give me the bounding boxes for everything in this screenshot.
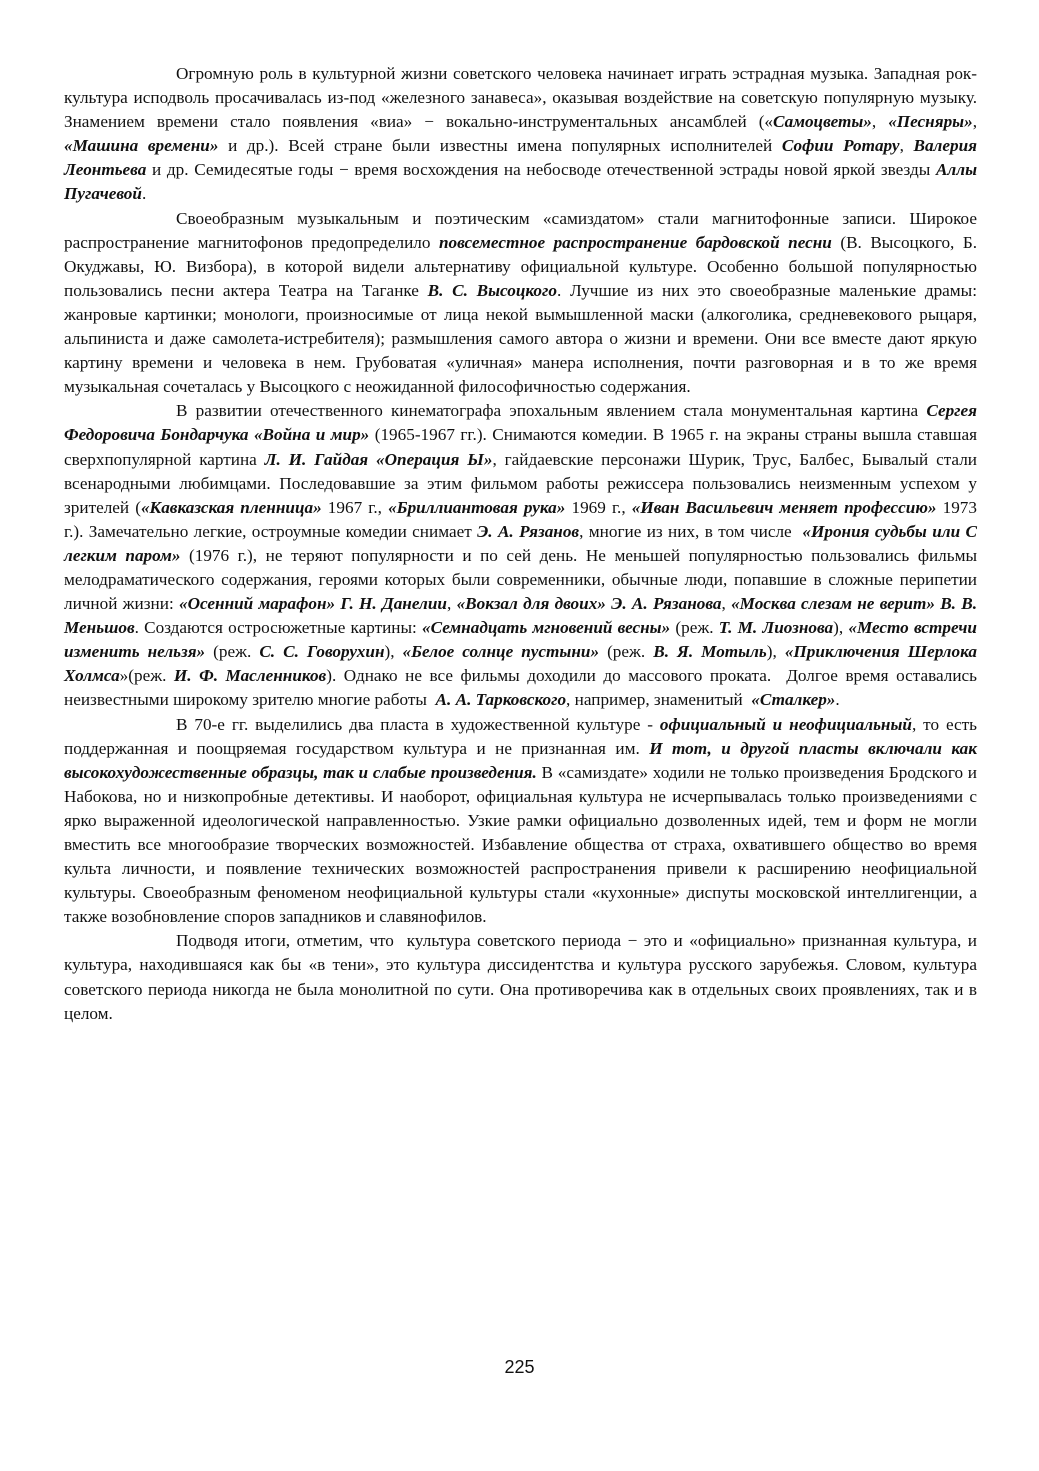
emphasis-text: «Песняры» — [888, 112, 973, 132]
paragraph-official-unofficial-culture — [64, 713, 982, 930]
emphasis-text: Софии Ротару — [781, 136, 900, 156]
paragraph-text: (В. Высоцкого, Б. Окуджавы, Ю. Визбора), в которой видели альтернативу официальной культуре. Особенно большой популярностью пользовались песни актера Театра на Таганке — [64, 232, 982, 300]
paragraph-text: »(реж. — [119, 666, 174, 686]
paragraph-text: . — [835, 690, 840, 710]
emphasis-text: «Белое солнце пустыни» — [402, 642, 600, 662]
emphasis-text: В. С. Высоцкого — [427, 280, 557, 300]
emphasis-text: Валерия Леонтьева — [64, 136, 982, 180]
paragraph-text: , — [721, 594, 732, 614]
paragraph-text: ), — [384, 642, 403, 662]
paragraph-text: (1976 г.), не теряют популярности и по сей день. Не меньшей популярностью пользовались фильмы мелодраматического содержания, героями которых были современники, обычные люди, попавшие в сложные перипетии личной жизни: — [64, 545, 982, 614]
emphasis-text: повсеместное распространение бардовской песни — [438, 232, 832, 252]
paragraph-text: , например, знаменитый — [566, 690, 752, 710]
emphasis-text: «Приключения Шерлока Холмса — [64, 642, 982, 686]
paragraph-text: В 70-е гг. выделились два пласта в художественной культуре - — [176, 714, 660, 734]
paragraph-text: , гайдаевские персонажи Шурик, Трус, Балбес, Бывалый стали всенародными любимцами. Последовавшие за этим фильмом работы режиссера пользовались неизменным успехом у зрителей ( — [64, 449, 982, 517]
paragraph-text: , — [972, 112, 982, 132]
paragraph-text: . — [141, 184, 147, 204]
paragraph-text: (реж. — [205, 642, 260, 662]
paragraph-text: Огромную роль в культурной жизни советского человека начинает играть эстрадная музыка. Западная рок-культура исподволь просачивалась из-под «железного занавеса», оказывая воздействие на советскую популярную музыку. Знамением времени стало появления «виа» − вокально-инструментальных ансамблей (« — [64, 64, 982, 132]
paragraph-text: . Лучшие из них это своеобразные маленькие драмы: жанровые картинки; монологи, произносимые от лица некой вымышленной маски (алкоголика, средневекового рыцаря, альпиниста и даже самолета-истребителя); размышления самого автора о жизни и времени. Они все вместе дают яркую картину времени и человека в нем. Грубоватая «уличная» манера исполнения, почти разговорная и в то же время музыкальная сочеталась у Высоцкого с неожиданной философичностью содержания. — [64, 280, 982, 397]
emphasis-text: Сергея Федоровича Бондарчука «Война и мир» — [64, 401, 982, 445]
paragraph-text: , многие из них, в том числе — [579, 521, 803, 541]
paragraph-text: 1969 г., — [565, 497, 632, 517]
emphasis-text: С. С. Говорухин — [259, 642, 385, 662]
emphasis-text: И тот, и другой пласты включали как высокохудожественные образцы, так и слабые произведения. — [64, 738, 982, 782]
paragraph-text: 1973 г.). Замечательно легкие, остроумные комедии снимает — [64, 497, 982, 541]
emphasis-text: А. А. Тарковского — [435, 690, 567, 710]
emphasis-text: «Ирония судьбы или С легким паром» — [64, 521, 982, 565]
paragraph-estrada-music — [64, 62, 982, 207]
paragraph-text: (реж. — [670, 618, 719, 638]
paragraph-text: , — [447, 594, 457, 614]
paragraph-text: В «самиздате» ходили не только произведения Бродского и Набокова, но и низкопробные детективы. И наоборот, официальная культура не исчерпывалась только произведениями с ярко выраженной идеологической направленностью. Узкие рамки официально дозволенных идей, тем и форм не могли вместить все многообразие творческих возможностей. Избавление общества от страха, охватившего общество во время культа личности, и появление технических возможностей распространения привели к расширению неофициальной культуры. Своеобразным феноменом неофициальной культуры стали «кухонные» диспуты московской интеллигенции, а также возобновление споров западников и славянофилов. — [64, 762, 982, 927]
paragraph-text: 1967 г., — [321, 497, 389, 517]
emphasis-text: «Машина времени» — [64, 136, 219, 156]
paragraph-text: В развитии отечественного кинематографа эпохальным явлением стала монументальная картина — [176, 401, 927, 421]
paragraph-text: Своеобразным музыкальным и поэтическим «самиздатом» стали магнитофонные записи. Широкое распространение магнитофонов предопределило — [64, 208, 982, 252]
emphasis-text: Аллы Пугачевой — [64, 160, 982, 204]
emphasis-text: Самоцветы» — [773, 112, 872, 132]
emphasis-text: «Иван Васильевич меняет профессию» — [631, 497, 937, 517]
paragraph-text: Подводя итоги, отметим, что культура советского периода − это и «официально» признанная культура, и культура, находившаяся как бы «в тени», это культура диссидентства и культура русского зарубежья. Словом, культура советского периода никогда не была монолитной по сути. Она противоречива как в отдельных своих проявлениях, так и в целом. — [64, 931, 982, 1023]
emphasis-text: «Москва слезам не верит» В. В. Меньшов — [64, 594, 982, 638]
emphasis-text: Т. М. Лиознова — [718, 618, 834, 638]
emphasis-text: «Место встречи изменить нельзя» — [64, 618, 982, 662]
paragraph-text: (реж. — [599, 642, 654, 662]
paragraph-text: . Создаются остросюжетные картины: — [134, 618, 423, 638]
emphasis-text: «Бриллиантовая рука» — [388, 497, 566, 517]
emphasis-text: Л. И. Гайдая «Операция Ы» — [264, 449, 493, 469]
paragraph-text: и др.). Всей стране были известны имена популярных исполнителей — [218, 136, 782, 156]
emphasis-text: «Сталкер» — [751, 690, 836, 710]
page-number: 225 — [504, 1357, 535, 1377]
page-body — [64, 62, 982, 1026]
paragraph-text: и др. Семидесятые годы − время восхождения на небосводе отечественной эстрады новой яркой звезды — [146, 160, 936, 180]
paragraph-text: (1965-1967 гг.). Снимаются комедии. В 1965 г. на экраны страны вышла ставшая сверхпопулярной картина — [64, 425, 982, 469]
paragraph-text: , — [899, 136, 914, 156]
paragraph-text: , то есть поддержанная и поощряемая государством культура и не признанная им. — [64, 714, 982, 758]
paragraph-conclusion — [64, 929, 982, 1025]
emphasis-text: И. Ф. Масленников — [173, 666, 327, 686]
emphasis-text: «Вокзал для двоих» Э. А. Рязанова — [456, 594, 722, 614]
paragraph-cinema — [64, 399, 982, 712]
paragraph-text: , — [871, 112, 889, 132]
emphasis-text: «Семнадцать мгновений весны» — [422, 618, 671, 638]
paragraph-text: ), — [766, 642, 785, 662]
emphasis-text: официальный и неофициальный — [659, 714, 912, 734]
emphasis-text: «Осенний марафон» Г. Н. Данелии — [179, 594, 447, 614]
emphasis-text: «Кавказская пленница» — [140, 497, 322, 517]
emphasis-text: В. Я. Мотыль — [653, 642, 767, 662]
paragraph-bard-song — [64, 207, 982, 400]
emphasis-text: Э. А. Рязанов — [477, 521, 580, 541]
paragraph-text: ). Однако не все фильмы доходили до массового проката. Долгое время оставались неизвестными широкому зрителю многие работы — [64, 666, 982, 710]
paragraph-text: ), — [833, 618, 849, 638]
